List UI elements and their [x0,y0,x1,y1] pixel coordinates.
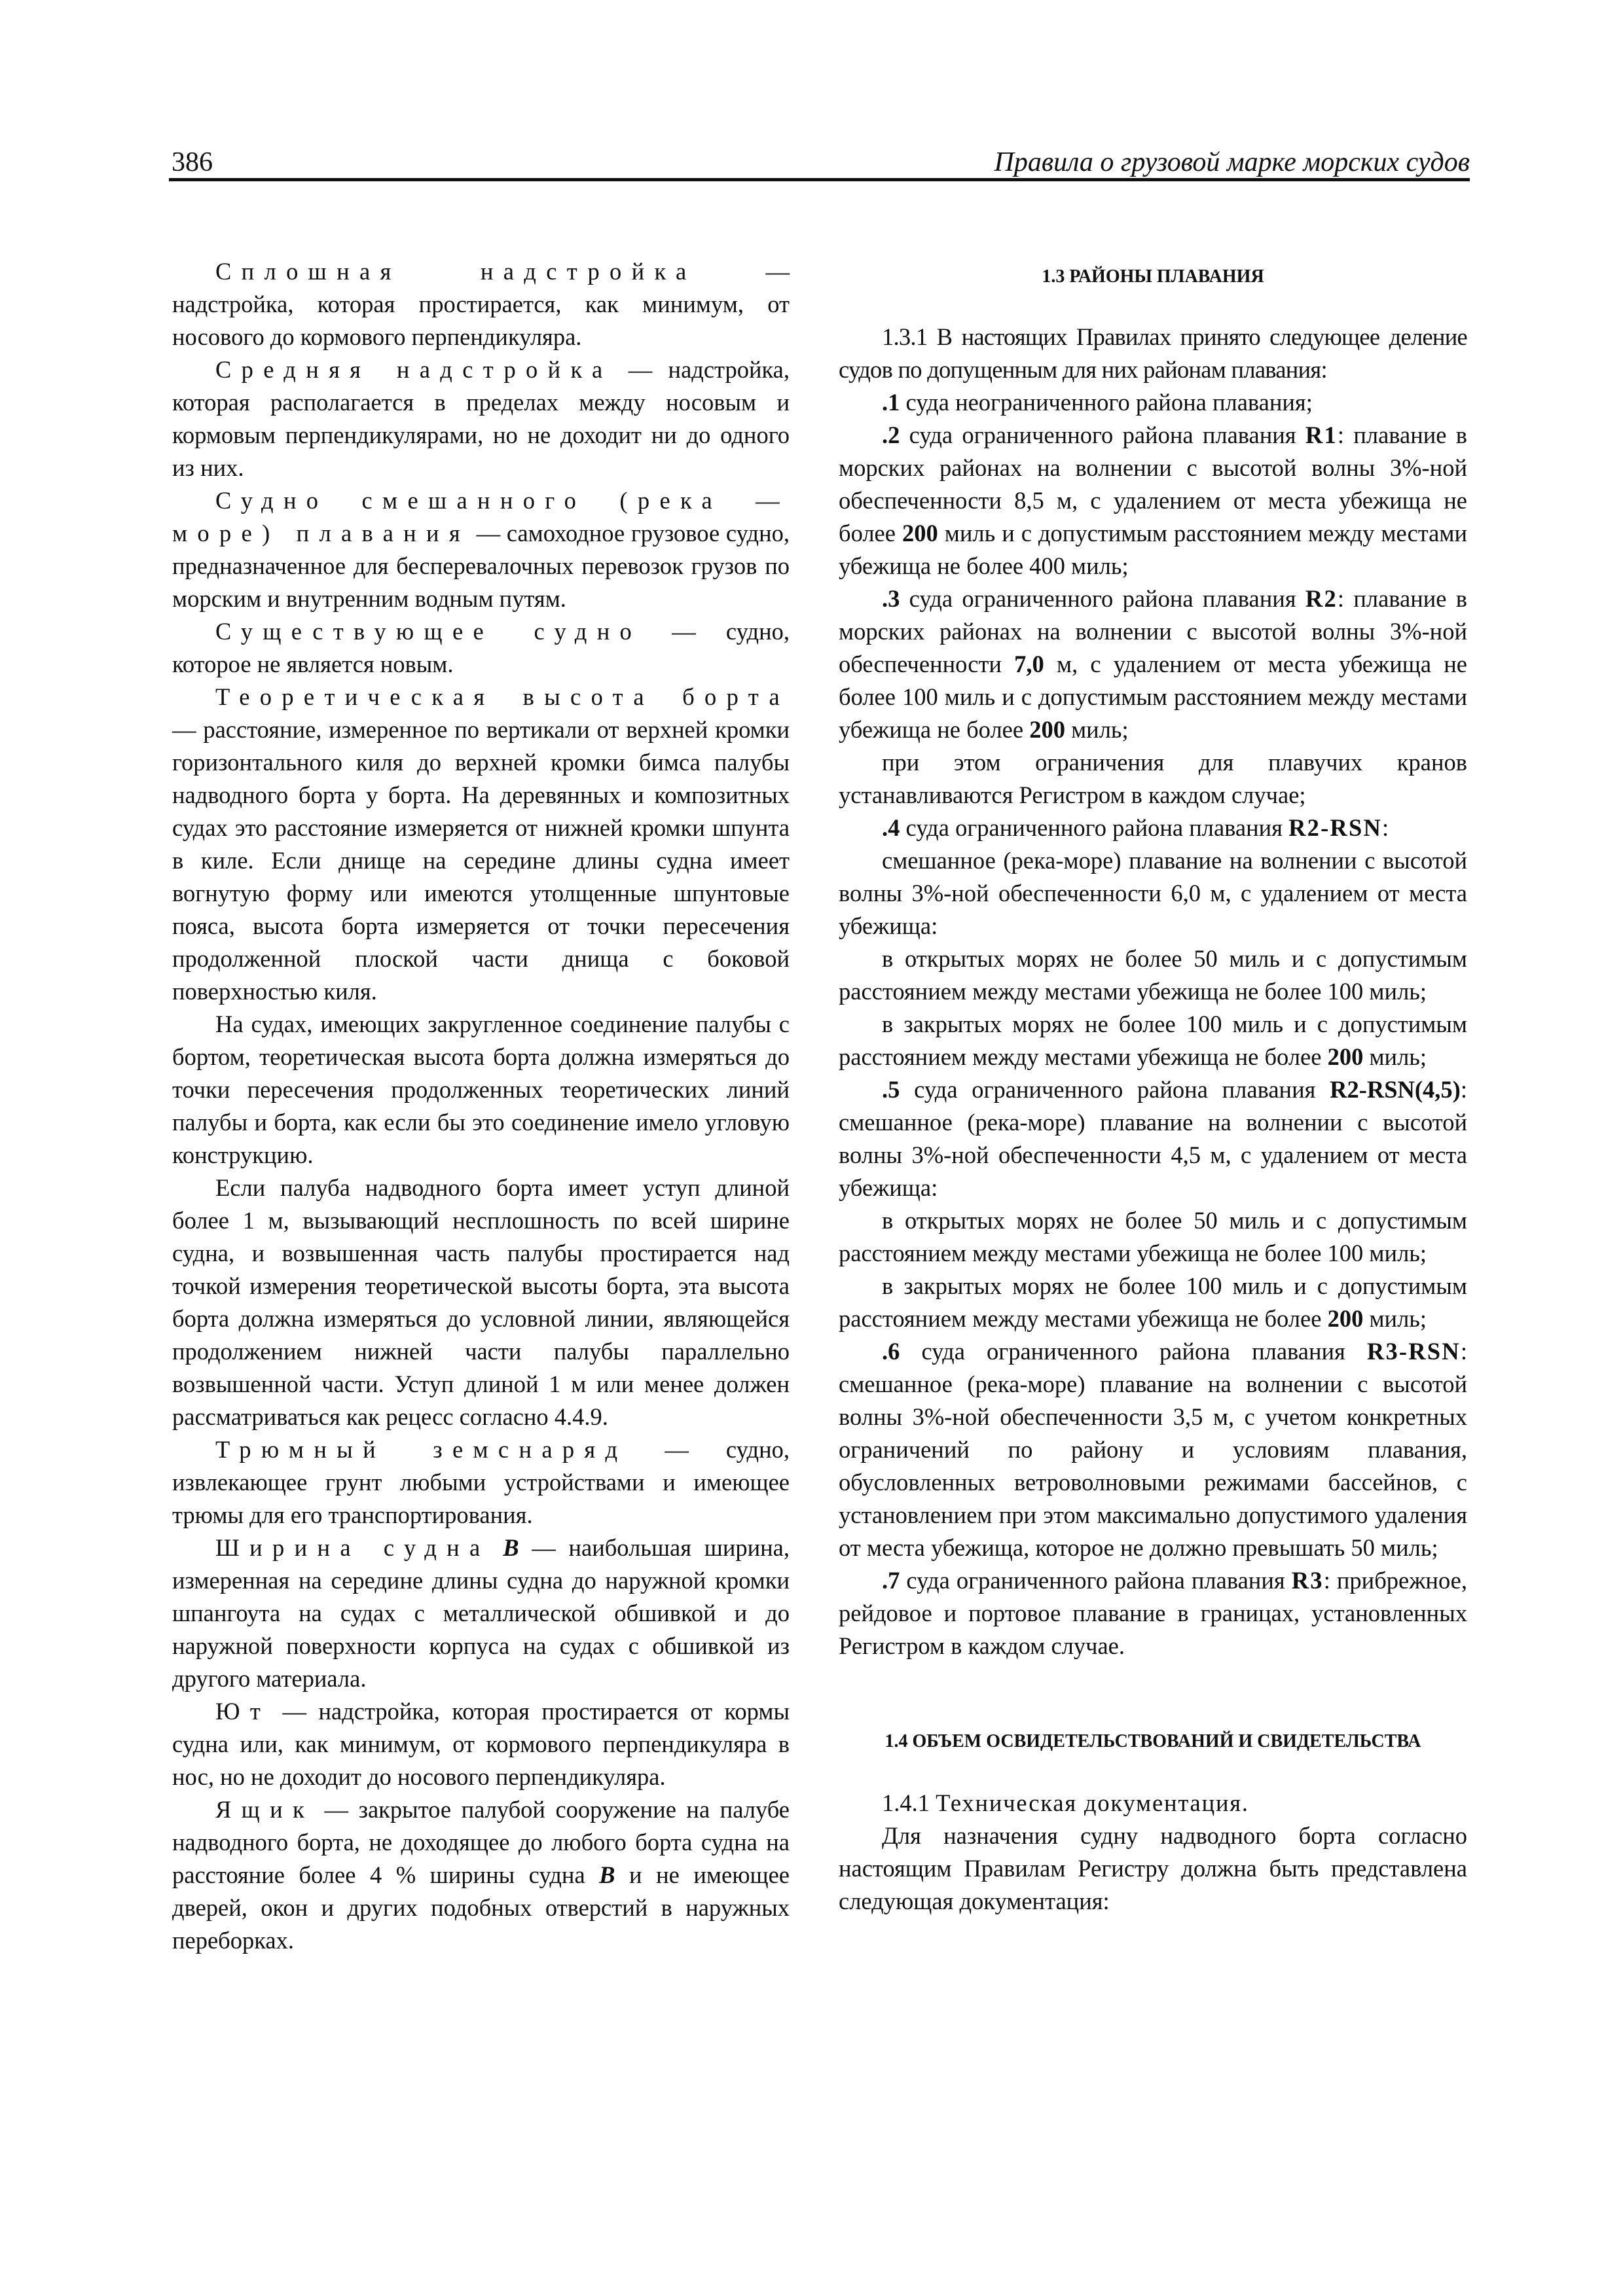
list-item: .2 суда ограниченного района плавания R1: плавание в морских районах на волнении с высотой волны 3%-ной обеспеченности 8,5 м, с удалением от места убежища не более 200 миль и с допустимым расстоянием между местами убежища не более 400 миль; [839,422,1468,579]
section-title: 1.3 РАЙОНЫ ПЛАВАНИЯ [1042,266,1264,287]
paragraph: 1.3.1 В настоящих Правилах принято следующее деление судов по допущенным для них районам плавания: [839,323,1467,383]
term: Судно смешанного (река — море) плавания [172,487,790,547]
page-number: 386 [172,147,213,177]
paragraph: Существующее судно — судно, которое не является новым. [172,618,790,677]
term: Теоретическая высота борта [215,683,790,710]
paragraph: Для назначения судну надводного борта согласно настоящим Правилам Регистру должна быть представлена следующая документация: [839,1822,1467,1914]
right-column [839,255,1467,1918]
paragraph: Сплошная надстройка — надстройка, которая простирается, как минимум, от носового до кормового перпендикуляра. [172,258,790,350]
list-item: .5 суда ограниченного района плавания R2-RSN(4,5): смешанное (река-море) плавание на волнении с высотой волны 3%-ной обеспеченности 4,5 м, с удалением от места убежища: [839,1076,1467,1201]
paragraph: Трюмный земснаряд — судно, извлекающее грунт любыми устройствами и имеющее трюмы для его транспортирования. [172,1436,790,1528]
paragraph: при этом ограничения для плавучих кранов устанавливаются Регистром в каждом случае; [839,749,1467,808]
term: Трюмный земснаряд [215,1436,628,1463]
paragraph: На судах, имеющих закругленное соединение палубы с бортом, теоретическая высота борта должна измеряться до точки пересечения продолженных теоретических линий палубы и борта, как если бы это соединение имело угловую конструкцию. [172,1011,790,1168]
list-item: .4 суда ограниченного района плавания R2-RSN: [882,814,1389,841]
list-item: .3 суда ограниченного района плавания R2: плавание в морских районах на волнении с высотой волны 3%-ной обеспеченности 7,0 м, с удалением от места убежища не более 100 миль и с допустимым расстоянием между местами убежища не более 200 миль; [839,585,1468,743]
header-rule [169,178,1470,181]
term: Сплошная надстройка [215,258,697,285]
running-title: Правила о грузовой марке морских судов [994,147,1470,177]
list-item: .7 суда ограниченного района плавания R3: прибрежное, рейдовое и портовое плавание в границах, установленных Регистром в каждом случае. [839,1567,1467,1659]
term: Средняя надстройка [215,356,613,383]
paragraph: Теоретическая высота борта — расстояние, измеренное по вертикали от верхней кромки горизонтального киля до верхней кромки бимса палубы надводного борта у борта. На деревянных и композитных судах это расстояние измеряется от нижней кромки шпунта в киле. Если днище на середине длины судна имеет вогнутую форму или имеются утолщенные шпунтовые пояса, высота борта измеряется от точки пересечения продолженной плоской части днища с боковой поверхностью киля. [172,683,790,1005]
list-item: .1 суда неограниченного района плавания; [882,389,1313,416]
paragraph: в закрытых морях не более 100 миль и с допустимым расстоянием между местами убежища не более 200 миль; [839,1272,1467,1332]
paragraph: в открытых морях не более 50 миль и с допустимым расстоянием между местами убежища не более 100 миль; [839,945,1467,1005]
paragraph: Ящик — закрытое палубой сооружение на палубе надводного борта, не доходящее до любого борта судна на расстояние более 4 % ширины судна B и не имеющее дверей, окон и других подобных отверстий в наружных переборках. [172,1796,790,1954]
term: Существующее судно [215,618,642,645]
paragraph: Ширина судна B — наибольшая ширина, измеренная на середине длины судна до наружной кромки шпангоута на судах с металлической обшивкой и до наружной поверхности корпуса на судах с обшивкой из другого материала. [172,1534,790,1692]
paragraph: Ют — надстройка, которая простирается от кормы судна или, как минимум, от кормового перпендикуляра в нос, но не доходит до носового перпендикуляра. [172,1698,790,1790]
list-item: .6 суда ограниченного района плавания R3-RSN: смешанное (река-море) плавание на волнении с высотой волны 3%-ной обеспеченности 3,5 м, с учетом конкретных ограничений по району и условиям плавания, обусловленных ветроволновыми режимами бассейнов, с установлением при этом максимально допустимого удаления от места убежища, которое не должно превышать 50 миль; [839,1338,1467,1561]
term: Ящик [215,1796,315,1823]
paragraph: в закрытых морях не более 100 миль и с допустимым расстоянием между местами убежища не более 200 миль; [839,1011,1467,1070]
subsection-heading: 1.4.1 Техническая документация. [882,1789,1249,1816]
term: Ют [215,1698,271,1725]
paragraph: Средняя надстройка — надстройка, которая располагается в пределах между носовым и кормовым перпендикулярами, но не доходит ни до одного из них. [172,356,790,481]
term: Ширина судна [215,1534,490,1561]
paragraph: в открытых морях не более 50 миль и с допустимым расстоянием между местами убежища не более 100 миль; [839,1207,1467,1266]
left-column [172,255,790,1957]
paragraph: Если палуба надводного борта имеет уступ длиной более 1 м, вызывающий несплошность по всей ширине судна, и возвышенная часть палубы простирается над точкой измерения теоретической высоты борта, эта высота борта должна измеряться до условной линии, являющейся продолжением нижней части палубы параллельно возвышенной части. Уступ длиной 1 м или менее должен рассматриваться как рецесс согласно 4.4.9. [172,1174,790,1430]
section-title: 1.4 ОБЪЕМ ОСВИДЕТЕЛЬСТВОВАНИЙ И СВИДЕТЕЛЬСТВА [884,1731,1421,1751]
paragraph: смешанное (река-море) плавание на волнении с высотой волны 3%-ной обеспеченности 6,0 м, с удалением от места убежища: [839,847,1467,939]
paragraph: Судно смешанного (река — море) плавания — самоходное грузовое судно, предназначенное для бесперевалочных перевозок грузов по морским и внутренним водным путям. [172,487,790,612]
